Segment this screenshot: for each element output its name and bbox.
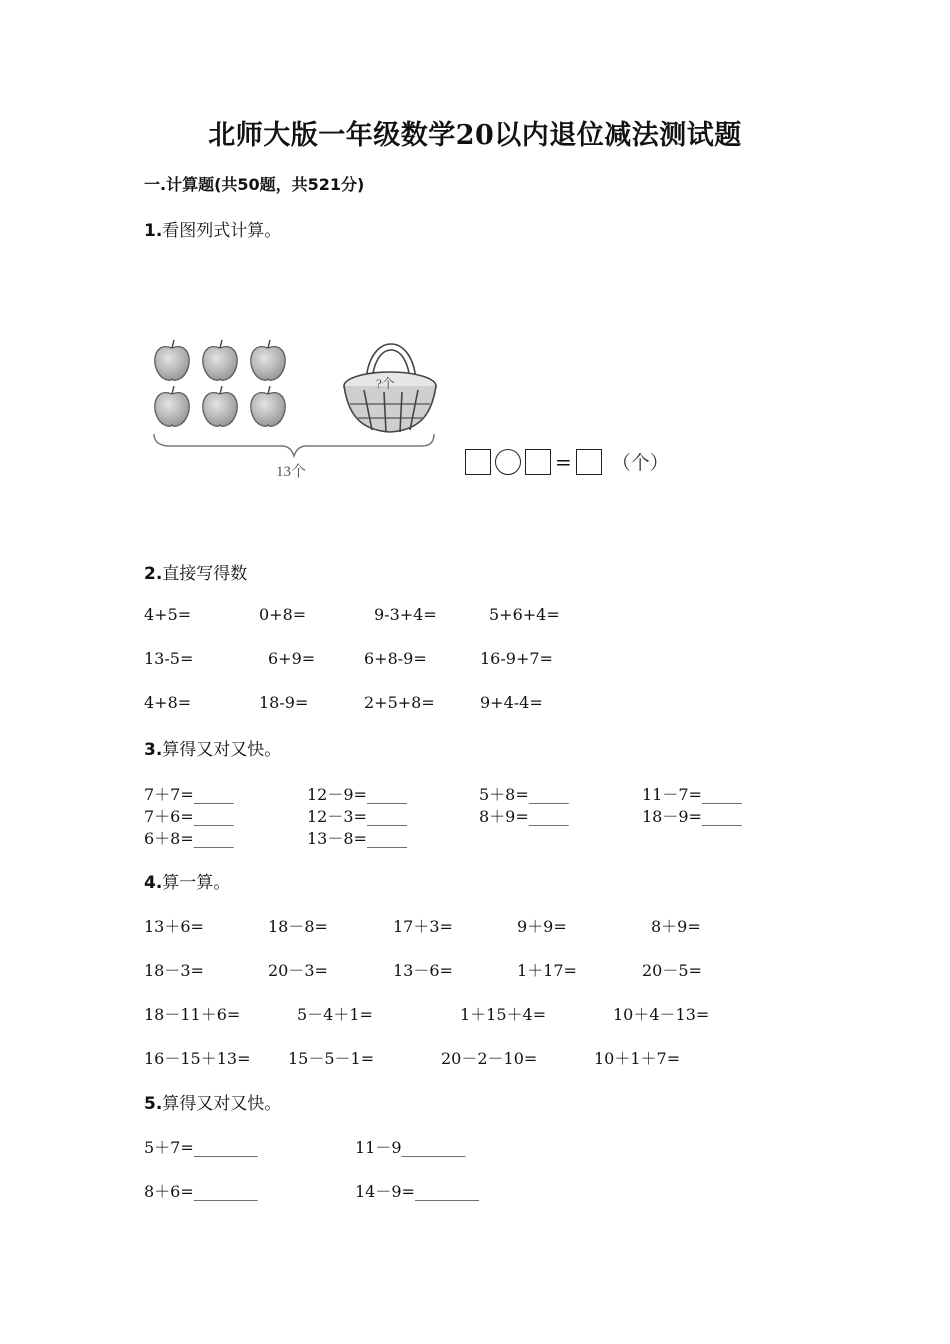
problem-item: 10＋4－13= bbox=[613, 1005, 710, 1024]
question-number: 2. bbox=[144, 564, 163, 584]
question-text: 算得又对又快。 bbox=[162, 740, 282, 760]
problem-item: 4+8= bbox=[144, 693, 192, 712]
problem-item: 8＋9=_____ bbox=[479, 807, 569, 826]
problem-item: 5＋7=________ bbox=[144, 1138, 258, 1157]
section-heading: 一.计算题(共50题，共521分) bbox=[144, 175, 365, 194]
answer-box[interactable] bbox=[525, 449, 551, 475]
problem-item: 11－7=_____ bbox=[642, 785, 742, 804]
question-5 bbox=[144, 1089, 281, 1114]
problem-item: 13＋6= bbox=[144, 917, 204, 936]
answer-box[interactable] bbox=[576, 449, 602, 475]
question-4 bbox=[144, 868, 230, 893]
problem-item: 7＋6=_____ bbox=[144, 807, 234, 826]
problem-item: 6+9= bbox=[268, 649, 316, 668]
question-number: 1. bbox=[144, 221, 163, 241]
problem-item: 8＋9= bbox=[651, 917, 701, 936]
operator-circle[interactable] bbox=[495, 449, 521, 475]
problem-item: 5＋8=_____ bbox=[479, 785, 569, 804]
problem-item: 11－9________ bbox=[355, 1138, 466, 1157]
page-title: 北师大版一年级数学20以内退位减法测试题 bbox=[208, 120, 742, 151]
apples-and-basket-image bbox=[144, 330, 444, 480]
brace-label: 13个 bbox=[276, 464, 307, 480]
problem-item: 6+8-9= bbox=[364, 649, 427, 668]
problem-item: 9＋9= bbox=[517, 917, 567, 936]
problem-item: 1＋15＋4= bbox=[460, 1005, 547, 1024]
question-3 bbox=[144, 735, 281, 760]
problem-item: 7＋7=_____ bbox=[144, 785, 234, 804]
problem-item: 5－4＋1= bbox=[297, 1005, 373, 1024]
problem-item: 12－3=_____ bbox=[307, 807, 407, 826]
apple-basket-figure bbox=[144, 330, 444, 484]
unit-label: （个） bbox=[611, 452, 669, 474]
question-1 bbox=[144, 216, 281, 241]
question-number: 5. bbox=[144, 1094, 163, 1114]
problem-item: 6＋8=_____ bbox=[144, 829, 234, 848]
problem-item: 9-3+4= bbox=[374, 605, 437, 624]
problem-item: 18－3= bbox=[144, 961, 204, 980]
problem-item: 17＋3= bbox=[393, 917, 453, 936]
equation-answer-row bbox=[465, 448, 669, 475]
brace bbox=[154, 434, 434, 456]
answer-box[interactable] bbox=[465, 449, 491, 475]
problem-item: 14－9=________ bbox=[355, 1182, 479, 1201]
question-text: 算得又对又快。 bbox=[162, 1094, 282, 1114]
basket-label: ?个 bbox=[376, 376, 395, 391]
problem-item: 12－9=_____ bbox=[307, 785, 407, 804]
problem-item: 9+4-4= bbox=[480, 693, 543, 712]
question-text: 算一算。 bbox=[162, 873, 231, 893]
problem-item: 20－2－10= bbox=[441, 1049, 538, 1068]
problem-item: 20－3= bbox=[268, 961, 328, 980]
problem-item: 16－15＋13= bbox=[144, 1049, 251, 1068]
problem-item: 18－11＋6= bbox=[144, 1005, 241, 1024]
problem-item: 10＋1＋7= bbox=[594, 1049, 681, 1068]
problem-item: 13－6= bbox=[393, 961, 453, 980]
problem-item: 8＋6=________ bbox=[144, 1182, 258, 1201]
question-2 bbox=[144, 559, 247, 584]
equals-sign: = bbox=[555, 449, 572, 474]
problem-item: 15－5－1= bbox=[288, 1049, 375, 1068]
problem-item: 20－5= bbox=[642, 961, 702, 980]
problem-item: 16-9+7= bbox=[480, 649, 553, 668]
question-number: 3. bbox=[144, 740, 163, 760]
problem-item: 13－8=_____ bbox=[307, 829, 407, 848]
problem-item: 0+8= bbox=[259, 605, 307, 624]
problem-item: 1＋17= bbox=[517, 961, 577, 980]
question-number: 4. bbox=[144, 873, 163, 893]
problem-item: 18－8= bbox=[268, 917, 328, 936]
problem-item: 13-5= bbox=[144, 649, 194, 668]
problem-item: 18－9=_____ bbox=[642, 807, 742, 826]
problem-item: 2+5+8= bbox=[364, 693, 435, 712]
question-text: 直接写得数 bbox=[162, 564, 248, 584]
problem-item: 4+5= bbox=[144, 605, 192, 624]
problem-item: 18-9= bbox=[259, 693, 309, 712]
problem-item: 5+6+4= bbox=[489, 605, 560, 624]
question-text: 看图列式计算。 bbox=[162, 221, 282, 241]
